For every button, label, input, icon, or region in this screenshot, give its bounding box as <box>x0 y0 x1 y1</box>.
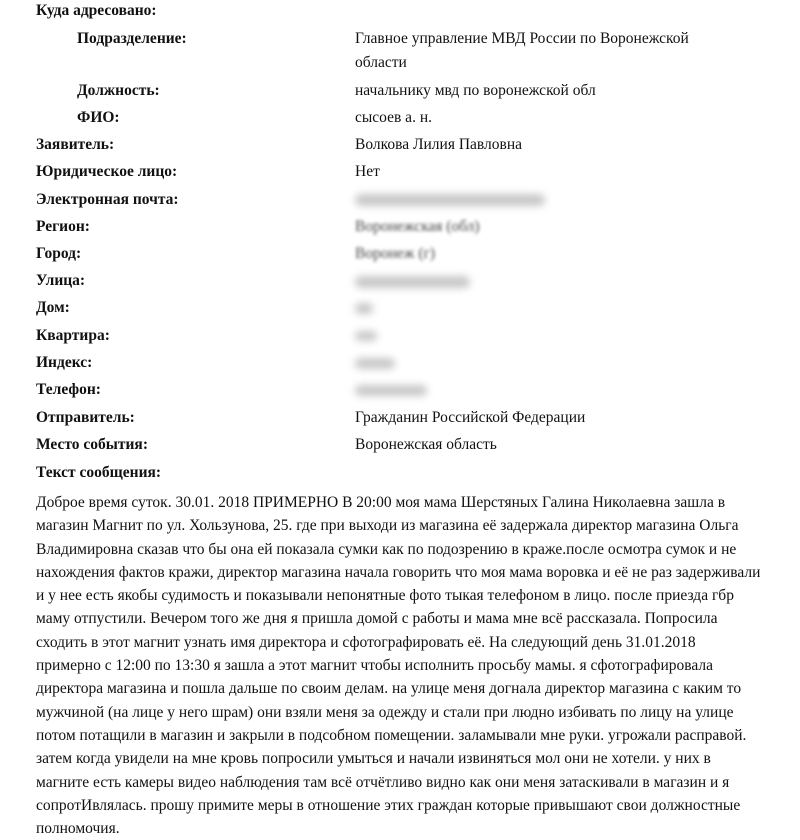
fio-value: сысоев а. н. <box>355 109 432 126</box>
street-redacted <box>355 276 470 288</box>
department-label: Подразделение: <box>77 30 187 47</box>
index-redacted <box>355 358 395 369</box>
event-place-label: Место события: <box>36 436 148 453</box>
email-label: Электронная почта: <box>36 191 179 208</box>
apartment-redacted <box>355 331 377 341</box>
house-redacted <box>355 303 373 314</box>
email-redacted <box>355 194 545 206</box>
sender-label: Отправитель: <box>36 409 135 426</box>
region-value: Воронежская (обл) <box>355 218 480 235</box>
legal-entity-value: Нет <box>355 163 380 180</box>
apartment-label: Квартира: <box>36 327 110 344</box>
legal-entity-label: Юридическое лицо: <box>36 163 178 180</box>
department-value: Главное управление МВД России по Воронежской области <box>355 30 689 71</box>
event-place-value: Воронежская область <box>355 436 497 453</box>
region-label: Регион: <box>36 218 90 235</box>
index-label: Индекс: <box>36 354 93 371</box>
applicant-value: Волкова Лилия Павловна <box>355 136 522 153</box>
street-label: Улица: <box>36 272 86 289</box>
city-value: Воронеж (г) <box>355 245 436 262</box>
position-value: начальнику мвд по воронежской обл <box>355 82 596 99</box>
city-label: Город: <box>36 245 82 262</box>
applicant-label: Заявитель: <box>36 136 115 153</box>
house-label: Дом: <box>36 299 70 316</box>
phone-redacted <box>355 385 427 396</box>
sender-value: Гражданин Российской Федерации <box>355 409 586 426</box>
addressed-to-heading: Куда адресовано: <box>36 2 157 19</box>
position-label: Должность: <box>77 82 160 99</box>
fio-label: ФИО: <box>77 109 120 126</box>
message-text: Доброе время суток. 30.01. 2018 ПРИМЕРНО В 20:00 моя мама Шерстяных Галина Николаевна зашла в магазин Магнит по ул. Хользунова, 25. где при выходи из магазина её задержала директор магазина Ольга Владимировна сказав что бы она ей показала сумки как по подозрению в краже.после осмотра сумок и не нахождения фактов кражи, директор магазина начала говорить что моя мама воровка и её не раз задерживали и у нее есть якобы судимость и показывали непонятные фото тыкая телефоном в лицо. после приезда гбр маму отпустили. Вечером того же дня я пришла домой с работы и мама мне всё рассказала. Попросила сходить в этот магнит узнать имя директора и сфотографировать её. На следующий день 31.01.2018 примерно с 12:00 по 13:30 я зашла а этот магнит чтобы исполнить просьбу мамы. я сфотографировала директора магазина и пошла дальше по своим делам. на улице меня догнала директор магазина с каким то мужчиной (на лице у него шрам) они взяли меня за одежду и стали при людно избивать по лицу на улице потом потащили в магазин и закрыли в подсобном помещении. заламывали мне руки. угрожали расправой. затем когда увидели на мне кровь попросили умыться и начали извиняться мол они не хотели. у них в магните есть камеры видео наблюдения там всё отчётливо видно как они меня затаскивали в магазин и я сопротИвлялась. прошу примите меры в отношение этих граждан которые привышают свои должностные полномочия. <box>36 494 761 838</box>
message-label: Текст сообщения: <box>36 464 162 481</box>
phone-label: Телефон: <box>36 381 101 398</box>
